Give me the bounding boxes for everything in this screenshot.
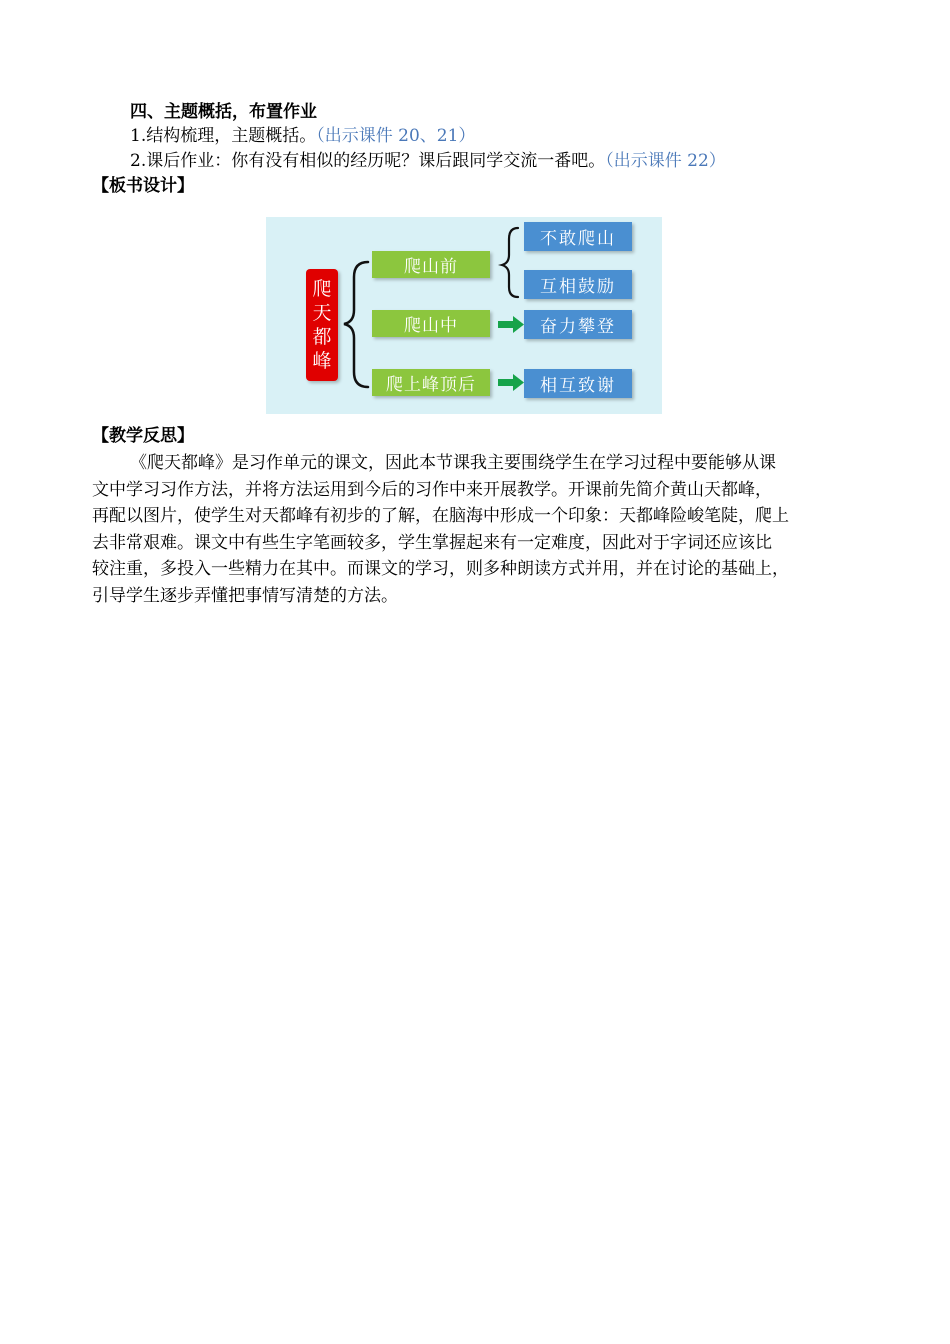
homework-item-2-text: 2.课后作业：你有没有相似的经历呢？课后跟同学交流一番吧。: [130, 151, 606, 171]
result-afraid: 不敢爬山: [524, 222, 632, 251]
arrow-right-icon: [498, 316, 524, 333]
arrow-right-icon: [498, 374, 524, 391]
courseware-ref-22: （出示课件 22）: [605, 151, 726, 171]
reflection-line: 引导学生逐步弄懂把事情写清楚的方法。: [92, 585, 398, 606]
board-design-diagram: [266, 217, 662, 414]
result-encourage: 互相鼓励: [524, 270, 632, 299]
stage-during-climb: 爬山中: [372, 310, 490, 337]
courseware-ref-20-21: （出示课件 20、21）: [316, 126, 476, 146]
reflection-line: 较注重，多投入一些精力在其中。而课文的学习，则多种朗读方式并用，并在讨论的基础上，: [92, 559, 789, 579]
homework-item-1: [130, 125, 475, 147]
result-thank: 相互致谢: [524, 369, 632, 398]
section-heading: 四、主题概括，布置作业: [130, 102, 317, 122]
reflection-paragraph: [92, 450, 878, 609]
result-climb-hard: 奋力攀登: [524, 310, 632, 339]
reflection-line: 《爬天都峰》是习作单元的课文，因此本节课我主要围绕学生在学习过程中要能够从课: [130, 453, 776, 473]
title-char: 天: [312, 302, 332, 324]
reflection-line: 文中学习习作方法，并将方法运用到今后的习作中来开展教学。开课前先简介黄山天都峰，: [92, 479, 772, 500]
title-char: 峰: [312, 350, 332, 372]
stage-before-climb: 爬山前: [372, 251, 490, 278]
stage-after-climb: 爬上峰顶后: [372, 369, 490, 396]
reflection-line: 再配以图片，使学生对天都峰有初步的了解，在脑海中形成一个印象：天都峰险峻笔陡，爬上: [92, 506, 789, 526]
title-char: 爬: [312, 278, 332, 300]
sub-brace: [502, 228, 518, 297]
reflection-line: 去非常艰难。课文中有些生字笔画较多，学生掌握起来有一定难度，因此对于字词还应该比: [92, 532, 772, 553]
board-design-heading: 【板书设计】: [92, 176, 194, 196]
homework-item-1-text: 1.结构梳理，主题概括。: [130, 126, 317, 146]
homework-item-2: [130, 150, 726, 172]
main-brace: [344, 262, 368, 387]
reflection-heading: 【教学反思】: [92, 426, 194, 446]
title-char: 都: [312, 326, 332, 348]
